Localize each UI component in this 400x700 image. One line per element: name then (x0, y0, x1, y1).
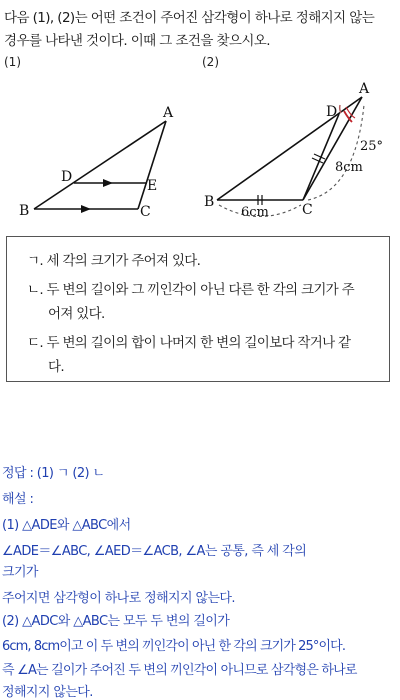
explanation-line-5: (2) △ADC와 △ABC는 모두 두 변의 길이가 (2, 614, 230, 629)
length-bc: 6cm (241, 205, 269, 220)
explanation-line-4: 주어지면 삼각형이 하나로 정해지지 않는다. (2, 591, 235, 606)
explanation-line-1: (1) △ADE와 △ABC에서 (2, 518, 131, 533)
point-b: B (204, 194, 215, 210)
point-e: E (147, 178, 158, 194)
explanation-heading: 해설 : (2, 492, 34, 507)
point-a: A (359, 81, 370, 97)
point-b: B (19, 203, 30, 219)
explanation-line-6: 6cm, 8cm이고 이 두 변의 끼인각이 아닌 한 각의 크기가 25°이다. (2, 639, 346, 654)
explanation-line-7: 즉 ∠A는 길이가 주어진 두 변의 끼인각이 아니므로 삼각형은 하나로 (2, 663, 357, 678)
angle-a: 25° (360, 139, 384, 154)
answer-line: 정답 : (1) ㄱ (2) ㄴ (2, 466, 105, 481)
option-c-line-1: ㄷ. 두 변의 길이의 합이 나머지 한 변의 길이보다 작거나 같 (27, 335, 351, 351)
explanation-line-8: 정해지지 않는다. (2, 685, 93, 700)
point-c: C (302, 202, 313, 218)
option-c-line-2: 다. (48, 359, 64, 375)
option-b-line-1: ㄴ. 두 변의 길이와 그 끼인각이 아닌 다른 한 각의 크기가 주 (27, 282, 354, 298)
options-box (6, 236, 390, 382)
point-c: C (140, 204, 151, 220)
length-ac: 8cm (335, 160, 363, 175)
point-d: D (326, 104, 338, 120)
option-a: ㄱ. 세 각의 크기가 주어져 있다. (27, 253, 201, 269)
explanation-line-2: ∠ADE＝∠ABC, ∠AED＝∠ACB, ∠A는 공통, 즉 세 각의 (2, 544, 307, 559)
figure-1-label: (1) (4, 55, 21, 69)
option-b-line-2: 어져 있다. (48, 306, 105, 322)
point-a: A (163, 105, 174, 121)
figure-2-label: (2) (202, 55, 219, 69)
question-line-2: 경우를 나타낸 것이다. 이때 그 조건을 찾으시오. (4, 33, 270, 49)
figure-2-diagram (0, 0, 400, 236)
explanation-line-3: 크기가 (2, 565, 38, 580)
question-line-1: 다음 (1), (2)는 어떤 조건이 주어진 삼각형이 하나로 정해지지 않는 (4, 10, 375, 26)
point-d: D (61, 169, 73, 185)
